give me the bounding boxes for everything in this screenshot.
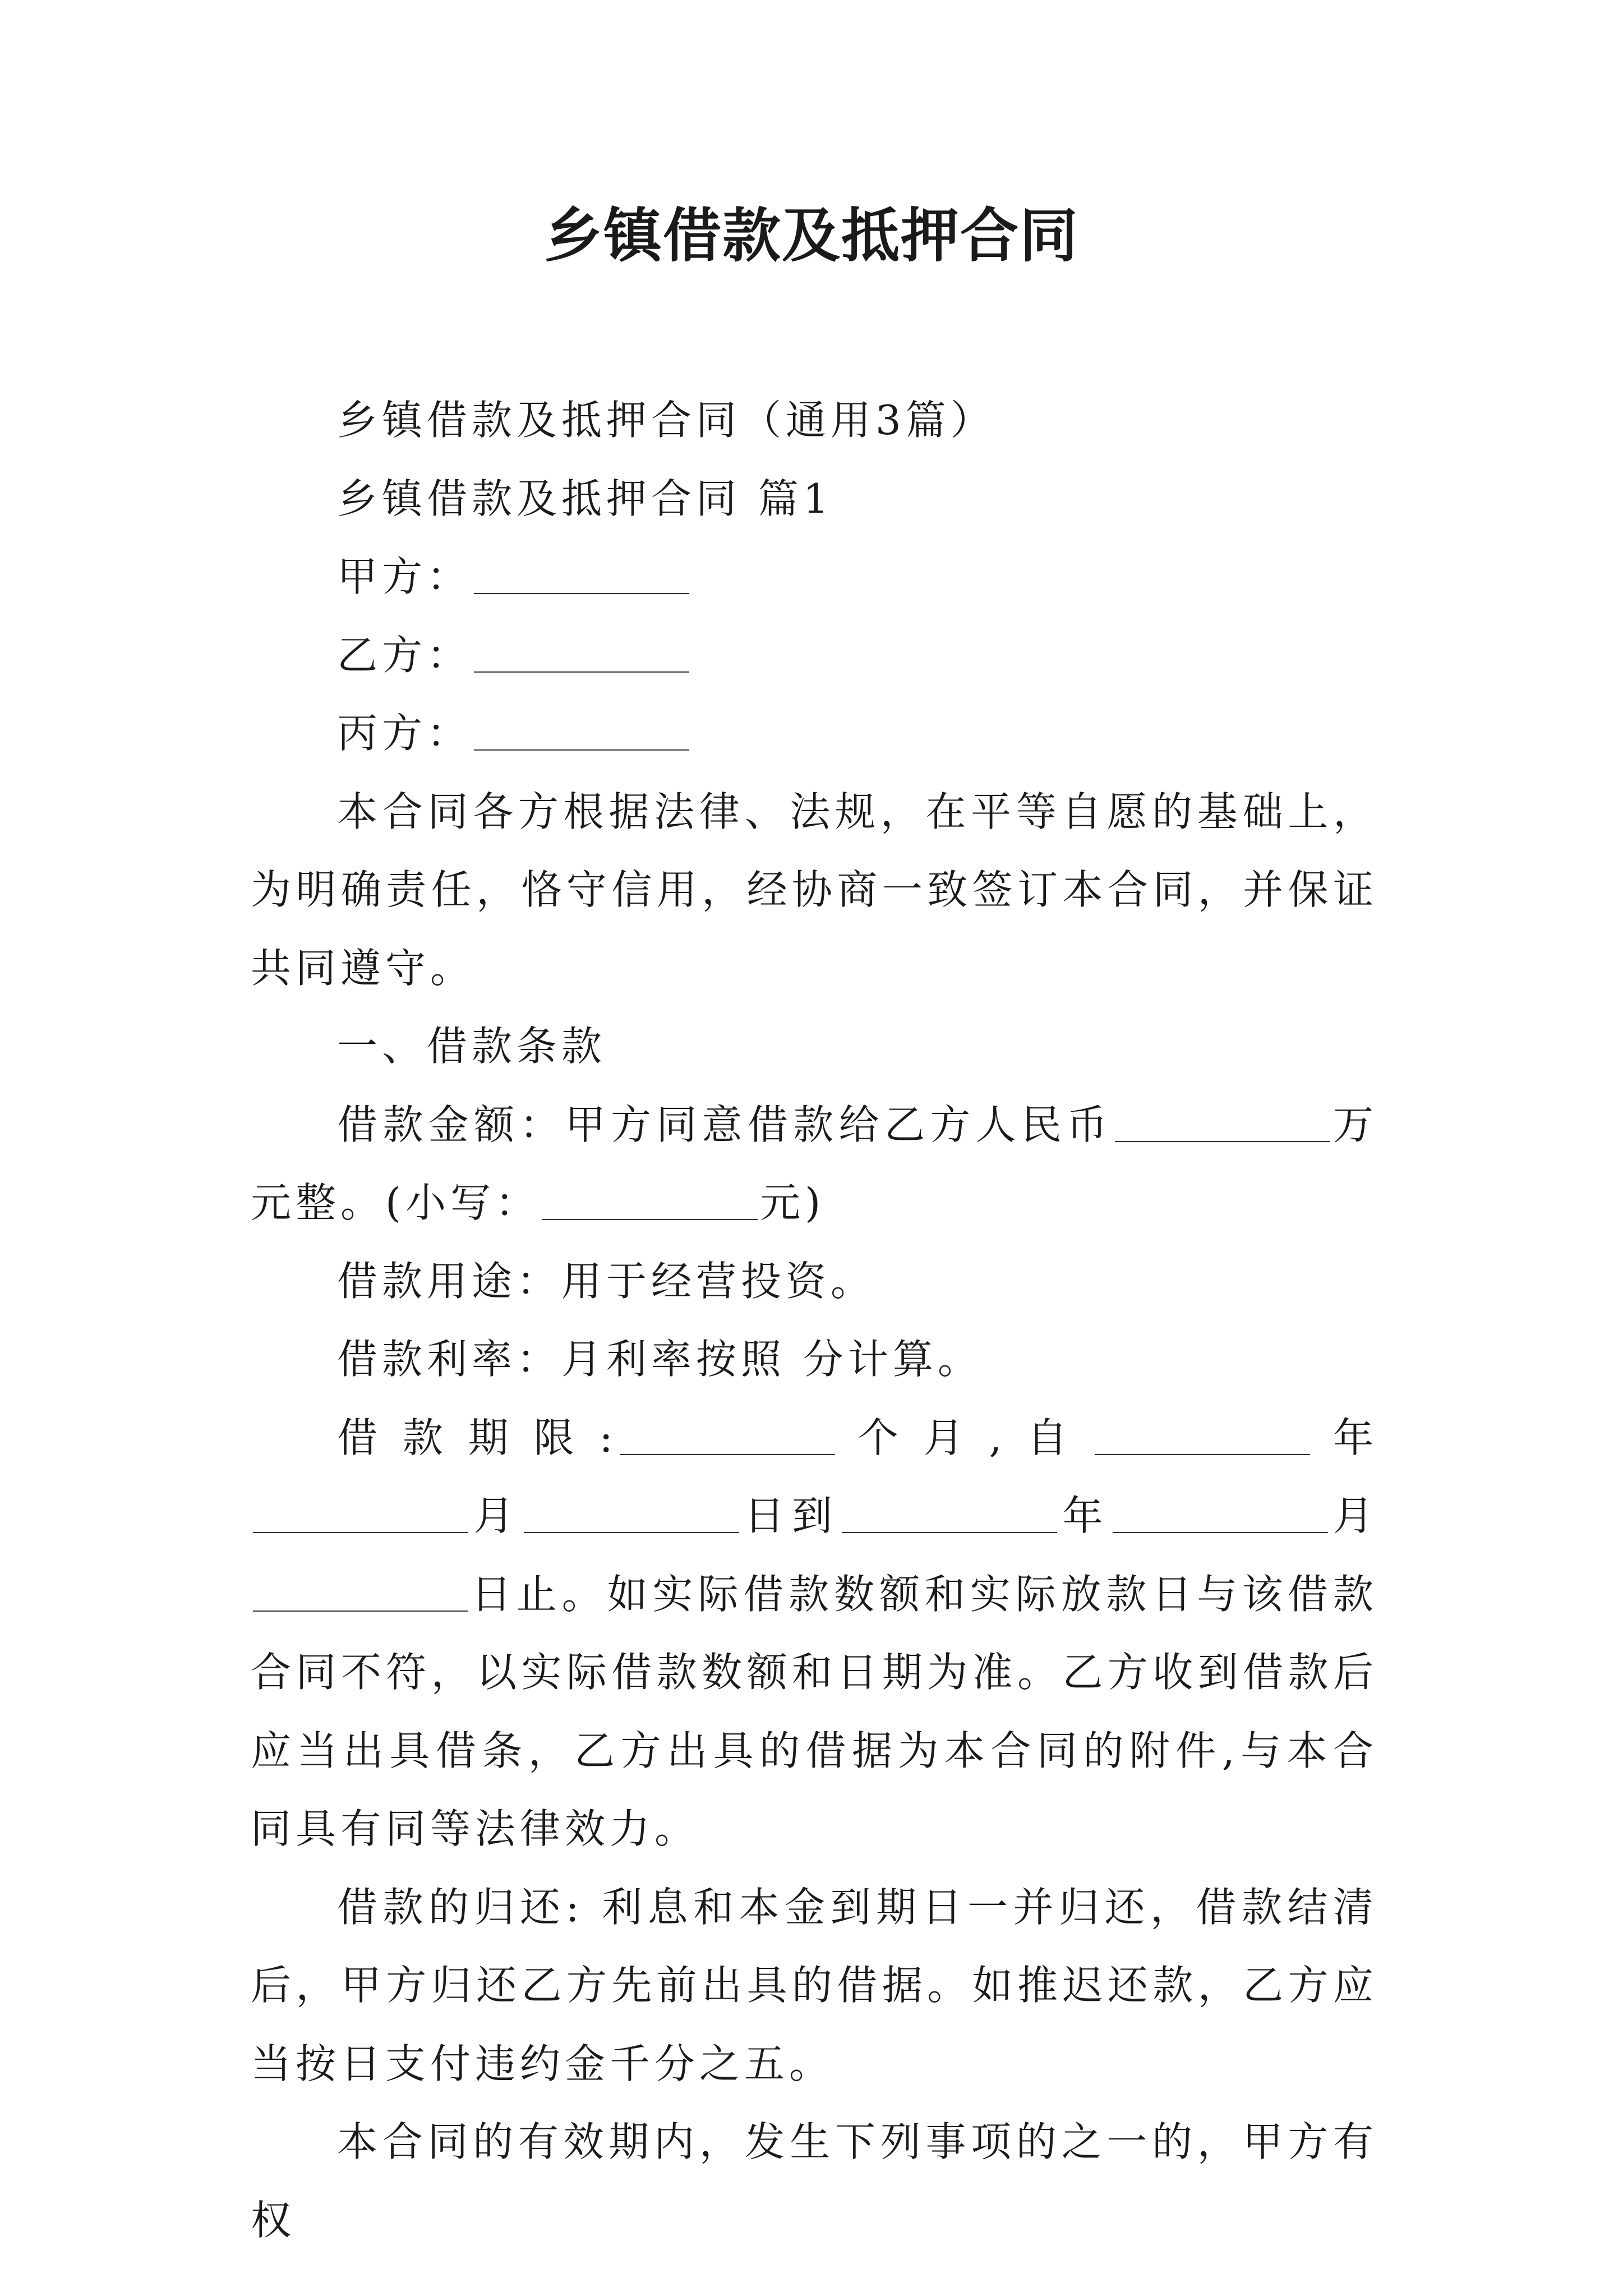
party-a-blank — [474, 559, 689, 594]
party-c-blank — [474, 716, 689, 751]
party-c-label: 丙方： — [337, 710, 472, 757]
party-c-line — [251, 694, 1378, 773]
loan-term-paragraph — [251, 1399, 1378, 1869]
section-title: 乡镇借款及抵押合同 篇1 — [337, 475, 833, 522]
party-a-line — [251, 538, 1378, 616]
term-months-blank — [620, 1420, 835, 1455]
heading-loan-terms: 一、借款条款 — [337, 1023, 607, 1070]
party-b-blank — [474, 638, 689, 673]
term-year-blank — [1095, 1420, 1310, 1455]
term-day-blank — [524, 1498, 739, 1533]
term-month-blank — [253, 1498, 468, 1533]
term-day-end: 日止。如实际借款数额和实际放款日与该借款合同不符，以实际借款数额和日期为准。乙方收到借款后应当出具借条，乙方出具的借据为本合同的附件,与本合同具有同等法律效力。 — [251, 1570, 1378, 1852]
party-a-label: 甲方： — [337, 553, 472, 600]
document-body — [251, 381, 1378, 2260]
loan-rate: 借款利率：月利率按照 分计算。 — [337, 1336, 983, 1383]
amount-prefix: 借款金额：甲方同意借款给乙方人民币 — [337, 1101, 1113, 1148]
term-day-to: 日到 — [741, 1492, 840, 1539]
amount-blank — [1115, 1107, 1330, 1142]
term-day2-blank — [253, 1577, 468, 1612]
amount-small-blank — [542, 1185, 758, 1220]
amount-suffix: 元) — [760, 1179, 826, 1226]
loan-amount-paragraph — [251, 1086, 1378, 1243]
party-b-label: 乙方： — [337, 631, 472, 679]
term-year: 年 — [1312, 1414, 1378, 1461]
amount-unit: 万元整。(小写： — [251, 1101, 1378, 1226]
term-year2-blank — [842, 1498, 1057, 1533]
party-b-line — [251, 616, 1378, 695]
term-months: 个月,自 — [837, 1414, 1093, 1461]
preamble-paragraph: 本合同各方根据法律、法规，在平等自愿的基础上，为明确责任，恪守信用，经协商一致签订本合同，并保证共同遵守。 — [251, 788, 1378, 992]
term-month2-blank — [1113, 1498, 1328, 1533]
document-title: 乡镇借款及抵押合同 — [543, 201, 1079, 270]
intro-line: 乡镇借款及抵押合同（通用3篇） — [337, 397, 995, 444]
effective-paragraph: 本合同的有效期内，发生下列事项的之一的，甲方有权 — [251, 2118, 1378, 2244]
term-month2: 月 — [1330, 1492, 1378, 1539]
term-month: 月 — [471, 1492, 522, 1539]
loan-purpose: 借款用途：用于经营投资。 — [337, 1257, 876, 1305]
term-year2: 年 — [1059, 1492, 1110, 1539]
term-prefix: 借款期限: — [337, 1414, 617, 1461]
repayment-paragraph: 借款的归还: 利息和本金到期日一并归还，借款结清后，甲方归还乙方先前出具的借据。如推迟还款，乙方应当按日支付违约金千分之五。 — [251, 1883, 1378, 2087]
